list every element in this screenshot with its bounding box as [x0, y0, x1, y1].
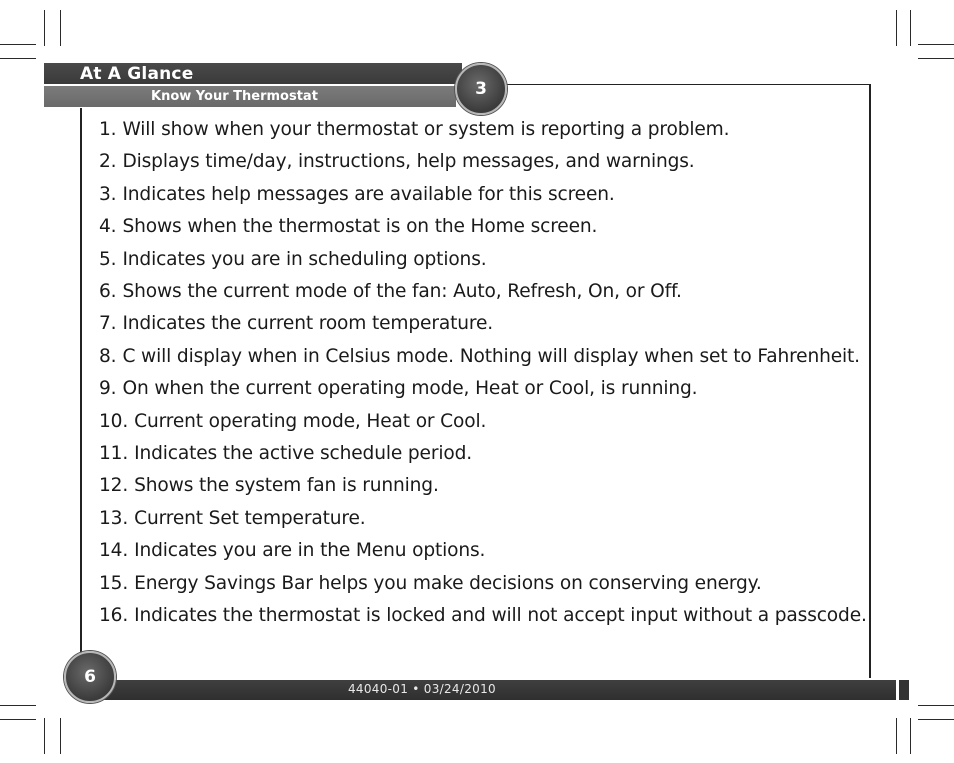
- item-text: Shows the current mode of the fan: Auto, Refresh, On, or Off.: [122, 281, 682, 303]
- crop-mark: [910, 718, 911, 754]
- list-item: [99, 114, 867, 146]
- crop-mark: [0, 705, 36, 706]
- footer-bar-end: [899, 680, 909, 700]
- crop-mark: [60, 10, 61, 46]
- item-number: 2.: [99, 151, 117, 173]
- section-subtitle: Know Your Thermostat: [151, 89, 318, 104]
- feature-list: [99, 114, 867, 633]
- item-text: C will display when in Celsius mode. Nothing will display when set to Fahrenheit.: [122, 345, 860, 367]
- crop-mark: [0, 719, 36, 720]
- item-text: Indicates the current room temperature.: [122, 313, 493, 335]
- frame-left-line: [80, 108, 82, 678]
- item-text: On when the current operating mode, Heat or Cool, is running.: [122, 378, 698, 400]
- list-item: [99, 308, 867, 340]
- item-text: Shows the system fan is running.: [134, 475, 439, 497]
- section-number-badge: 3: [455, 63, 507, 115]
- crop-mark: [918, 705, 954, 706]
- crop-mark: [910, 10, 911, 46]
- crop-mark: [918, 719, 954, 720]
- item-number: 5.: [99, 248, 117, 270]
- footer-bar: [100, 680, 896, 700]
- crop-mark: [0, 44, 36, 45]
- item-number: 9.: [99, 378, 117, 400]
- item-number: 16.: [99, 605, 129, 627]
- page-number-badge: 6: [64, 651, 116, 703]
- crop-mark: [0, 58, 36, 59]
- crop-mark: [60, 718, 61, 754]
- item-number: 8.: [99, 345, 117, 367]
- list-item: [99, 179, 867, 211]
- item-text: Displays time/day, instructions, help messages, and warnings.: [122, 151, 695, 173]
- list-item: [99, 503, 867, 535]
- crop-mark: [896, 718, 897, 754]
- item-number: 7.: [99, 313, 117, 335]
- document-info: 44040-01 • 03/24/2010: [348, 682, 496, 696]
- frame-top-line: [470, 84, 871, 85]
- crop-mark: [918, 58, 954, 59]
- item-text: Indicates the thermostat is locked and will not accept input without a passcode.: [134, 605, 867, 627]
- item-text: Indicates the active schedule period.: [134, 443, 472, 465]
- section-title: At A Glance: [80, 64, 194, 84]
- item-text: Indicates you are in the Menu options.: [134, 540, 486, 562]
- item-text: Will show when your thermostat or system is reporting a problem.: [122, 119, 730, 140]
- list-item: [99, 373, 867, 405]
- item-text: Shows when the thermostat is on the Home screen.: [122, 216, 598, 238]
- list-item: [99, 211, 867, 243]
- item-text: Current Set temperature.: [134, 507, 366, 529]
- item-number: 14.: [99, 540, 129, 562]
- list-item: [99, 600, 867, 632]
- item-text: Current operating mode, Heat or Cool.: [134, 410, 487, 432]
- list-item: [99, 568, 867, 600]
- crop-mark: [896, 10, 897, 46]
- list-item: [99, 244, 867, 276]
- list-item: [99, 276, 867, 308]
- item-number: 12.: [99, 475, 129, 497]
- list-item: [99, 406, 867, 438]
- item-number: 10.: [99, 410, 129, 432]
- item-number: 6.: [99, 281, 117, 303]
- item-number: 1.: [99, 119, 117, 140]
- item-number: 4.: [99, 216, 117, 238]
- frame-right-line: [869, 84, 871, 678]
- list-item: [99, 341, 867, 373]
- list-item: [99, 146, 867, 178]
- item-text: Energy Savings Bar helps you make decisions on conserving energy.: [134, 572, 762, 594]
- item-number: 13.: [99, 507, 129, 529]
- item-text: Indicates you are in scheduling options.: [122, 248, 487, 270]
- item-number: 11.: [99, 443, 129, 465]
- item-number: 15.: [99, 572, 129, 594]
- crop-mark: [44, 10, 45, 46]
- list-item: [99, 438, 867, 470]
- crop-mark: [44, 718, 45, 754]
- list-item: [99, 470, 867, 502]
- item-text: Indicates help messages are available for this screen.: [122, 183, 615, 205]
- item-number: 3.: [99, 183, 117, 205]
- list-item: [99, 535, 867, 567]
- crop-mark: [918, 44, 954, 45]
